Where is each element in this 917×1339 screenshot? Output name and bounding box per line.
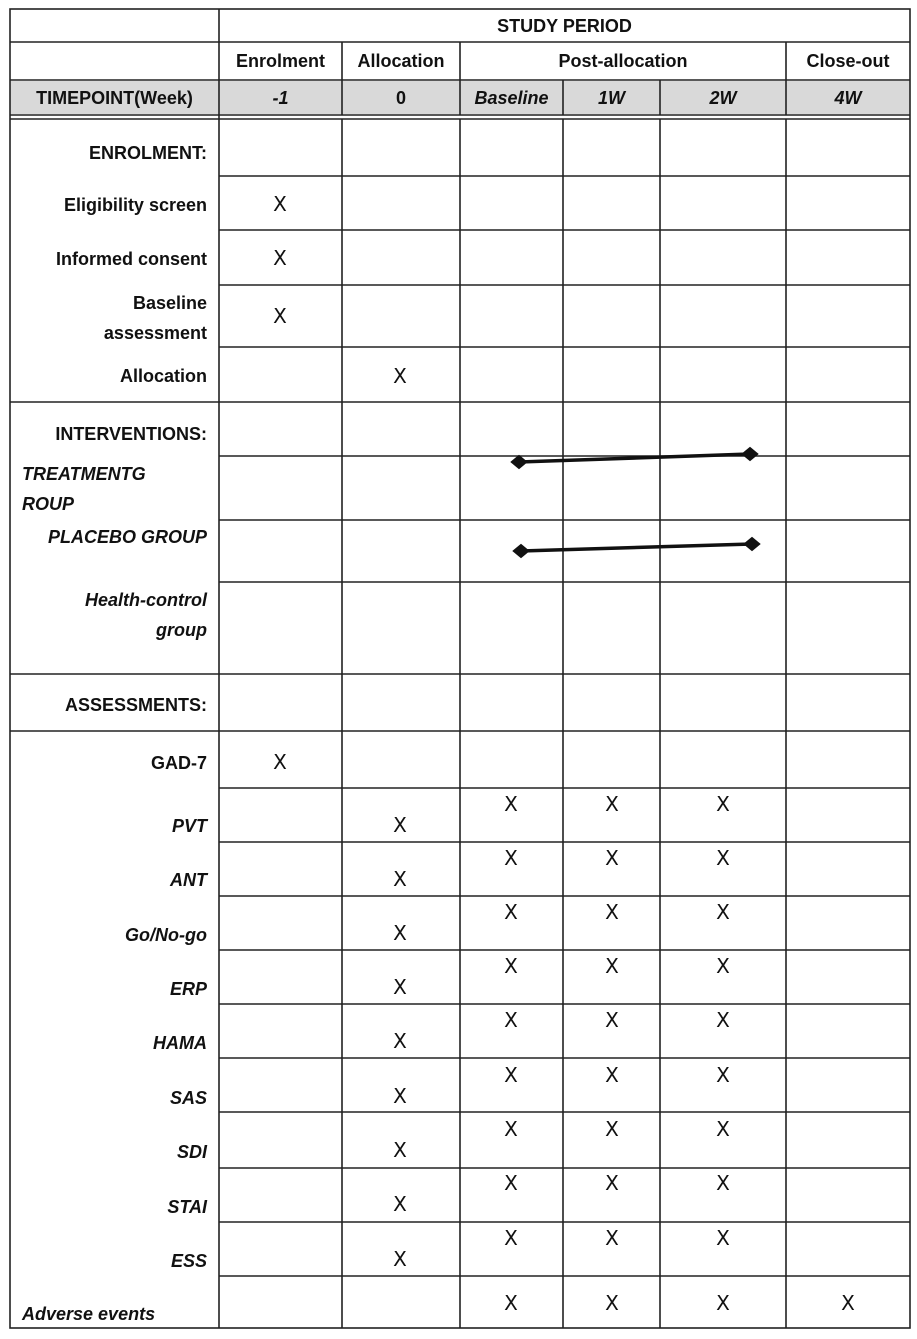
schedule-mark: X <box>273 750 287 774</box>
treatment-bar-end-marker <box>744 449 756 459</box>
treatment-bar-start-marker <box>513 457 525 467</box>
row-label-treatment-line2: ROUP <box>22 494 75 514</box>
row-label-eligibility: Eligibility screen <box>63 195 207 215</box>
schedule-mark: X <box>273 192 287 216</box>
row-label-ess: ESS <box>170 1251 207 1271</box>
schedule-mark: X <box>605 900 619 924</box>
schedule-mark: X <box>393 364 407 388</box>
section-interventions: INTERVENTIONS: <box>55 424 207 444</box>
schedule-mark: X <box>716 1063 730 1087</box>
timepoint-baseline: Baseline <box>474 88 549 108</box>
row-label-health-line1: Health-control <box>84 590 207 610</box>
schedule-mark: X <box>605 1008 619 1032</box>
schedule-mark: X <box>393 975 407 999</box>
row-label-baseline-line1: Baseline <box>132 293 207 313</box>
timepoint-2w: 2W <box>709 88 737 108</box>
schedule-mark: X <box>716 1171 730 1195</box>
row-label-health-line2: group <box>156 620 207 640</box>
schedule-mark: X <box>504 1171 518 1195</box>
row-label-allocation: Allocation <box>119 366 207 386</box>
timepoint-1w: 1W <box>598 88 625 108</box>
schedule-mark: X <box>605 1291 619 1315</box>
row-label-gad7: GAD-7 <box>150 753 207 773</box>
timepoint-0: 0 <box>395 88 406 108</box>
phase-allocation: Allocation <box>357 51 445 71</box>
schedule-mark: X <box>504 954 518 978</box>
schedule-mark: X <box>716 1008 730 1032</box>
section-assessments: ASSESSMENTS: <box>64 695 207 715</box>
timepoint-label: TIMEPOINT(Week) <box>36 88 193 108</box>
row-label-ant: ANT <box>170 870 207 890</box>
schedule-mark: X <box>716 1226 730 1250</box>
phase-enrolment: Enrolment <box>235 51 325 71</box>
schedule-mark: X <box>504 1117 518 1141</box>
row-label-erp: ERP <box>169 979 207 999</box>
schedule-mark: X <box>504 846 518 870</box>
schedule-mark: X <box>605 846 619 870</box>
schedule-mark: X <box>393 813 407 837</box>
schedule-mark: X <box>716 846 730 870</box>
row-label-baseline-line2: assessment <box>103 323 207 343</box>
schedule-mark: X <box>504 1226 518 1250</box>
schedule-mark: X <box>273 246 287 270</box>
schedule-mark: X <box>605 1226 619 1250</box>
section-enrolment: ENROLMENT: <box>89 143 207 163</box>
placebo-duration-bar <box>521 544 752 551</box>
schedule-mark: X <box>605 1171 619 1195</box>
schedule-mark: X <box>504 900 518 924</box>
schedule-mark: X <box>716 792 730 816</box>
schedule-mark: X <box>273 304 287 328</box>
row-label-stai: STAI <box>167 1197 207 1217</box>
row-label-consent: Informed consent <box>55 249 207 269</box>
row-label-placebo: PLACEBO GROUP <box>47 527 207 547</box>
schedule-mark: X <box>716 1117 730 1141</box>
schedule-mark: X <box>716 900 730 924</box>
schedule-mark: X <box>605 1117 619 1141</box>
row-label-sdi: SDI <box>176 1142 207 1162</box>
schedule-mark: X <box>605 954 619 978</box>
schedule-mark: X <box>504 1063 518 1087</box>
row-label-treatment-line1: TREATMENTG <box>22 464 146 484</box>
row-label-hama: HAMA <box>153 1033 207 1053</box>
schedule-mark: X <box>393 1247 407 1271</box>
schedule-mark: X <box>504 792 518 816</box>
timepoint-minus-1: -1 <box>272 88 289 108</box>
schedule-mark: X <box>393 1138 407 1162</box>
schedule-mark: X <box>716 1291 730 1315</box>
schedule-mark: X <box>393 1084 407 1108</box>
timepoint-4w: 4W <box>834 88 862 108</box>
schedule-mark: X <box>504 1008 518 1032</box>
placebo-bar-start-marker <box>515 546 527 556</box>
study-period-header: STUDY PERIOD <box>497 16 632 36</box>
phase-close-out: Close-out <box>806 51 890 71</box>
placebo-bar-end-marker <box>746 539 758 549</box>
schedule-mark: X <box>605 1063 619 1087</box>
row-label-gonogo: Go/No-go <box>125 925 207 945</box>
row-label-sas: SAS <box>169 1088 207 1108</box>
schedule-mark: X <box>393 921 407 945</box>
schedule-mark: X <box>504 1291 518 1315</box>
schedule-mark: X <box>393 1192 407 1216</box>
schedule-mark: X <box>605 792 619 816</box>
schedule-mark: X <box>393 867 407 891</box>
schedule-mark: X <box>716 954 730 978</box>
schedule-mark: X <box>841 1291 855 1315</box>
row-label-adverse-events: Adverse events <box>22 1304 156 1324</box>
row-label-pvt: PVT <box>171 816 207 836</box>
phase-post-allocation: Post-allocation <box>558 51 688 71</box>
schedule-mark: X <box>393 1029 407 1053</box>
